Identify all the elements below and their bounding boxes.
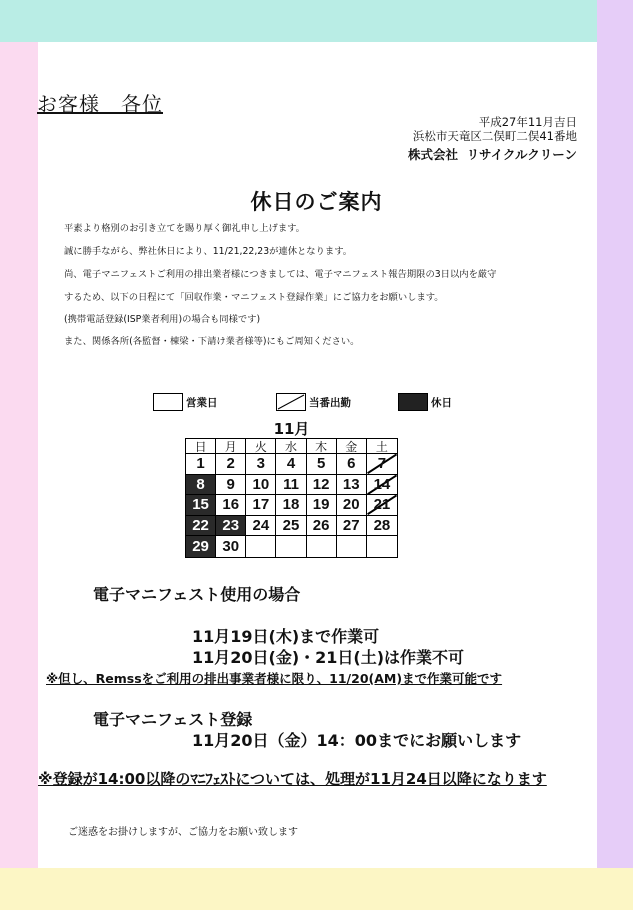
calendar-day-cell [216, 516, 246, 537]
calendar-day-cell [216, 454, 246, 475]
calendar-day-cell [367, 454, 397, 475]
issue-date: 平成27年11月吉日 [478, 115, 577, 129]
calendar-month-title: 11月 [273, 420, 310, 438]
legend-duty-day [276, 393, 351, 411]
calendar-day-number: 23 [222, 517, 240, 535]
calendar-day-cell [186, 536, 216, 557]
calendar-day-cell [186, 475, 216, 496]
emanifest-use-heading: 電子マニフェスト使用の場合 [93, 585, 301, 604]
legend-swatch-filled [398, 393, 428, 411]
calendar-day-cell [276, 454, 306, 475]
calendar-day-number: 24 [252, 517, 270, 535]
notice-title: 休日のご案内 [250, 190, 383, 214]
calendar-day-number: 13 [342, 475, 360, 493]
calendar-weekday-header: 木 [307, 439, 337, 454]
calendar-day-cell [307, 495, 337, 516]
addressee-heading: お客様 各位 [37, 92, 163, 116]
emanifest-work-allowed-line: 11月19日(木)まで作業可 [192, 627, 380, 646]
calendar-day-cell [367, 495, 397, 516]
notice-paragraph: (携帯電話登録(ISP業者利用)の場合も同様です) [64, 314, 261, 325]
calendar-day-number: 27 [342, 517, 360, 535]
calendar-day-number: 25 [282, 517, 300, 535]
calendar-day-number: 11 [283, 475, 299, 493]
calendar-day-cell [337, 495, 367, 516]
notice-paragraph: また、関係各所(各監督・棟梁・下請け業者様等)にもご周知ください。 [64, 336, 360, 347]
calendar-day-number: 6 [347, 455, 356, 473]
legend-label: 営業日 [186, 396, 218, 409]
calendar-day-cell [246, 495, 276, 516]
calendar-day-number: 5 [316, 455, 326, 473]
calendar-day-number: 17 [252, 496, 270, 514]
calendar-day-cell [276, 516, 306, 537]
calendar-day-cell [276, 495, 306, 516]
notice-paragraph: 平素より格別のお引き立てを賜り厚く御礼申し上げます。 [64, 223, 305, 234]
calendar-day-number: 18 [282, 496, 300, 514]
calendar-day-number: 7 [377, 455, 387, 473]
company-name: 株式会社 リサイクルクリーン [408, 147, 577, 162]
calendar-empty-cell [367, 536, 397, 557]
calendar-weekday-header: 月 [216, 439, 246, 454]
calendar-day-number: 16 [222, 496, 240, 514]
calendar-empty-cell [307, 536, 337, 557]
calendar-day-cell [186, 516, 216, 537]
calendar-day-cell [186, 495, 216, 516]
emanifest-registration-heading: 電子マニフェスト登録 [93, 710, 253, 729]
calendar-weekday-header: 火 [246, 439, 276, 454]
legend-label: 休日 [431, 396, 452, 409]
calendar-day-number: 3 [256, 455, 266, 473]
calendar-day-number: 14 [373, 475, 391, 493]
calendar-day-cell [337, 475, 367, 496]
calendar-day-number: 29 [192, 538, 209, 556]
bottom-color-band [0, 868, 633, 910]
calendar-day-cell [307, 454, 337, 475]
notice-paragraph: 誠に勝手ながら、弊社休日により、11/21,22,23が連休となります。 [64, 246, 353, 257]
calendar-day-number: 28 [373, 517, 391, 535]
calendar-day-cell [307, 475, 337, 496]
legend-swatch-empty [153, 393, 183, 411]
notice-paragraph: するため、以下の日程にて「回収作業・マニフェスト登録作業」にご協力をお願いします。 [64, 292, 444, 303]
calendar-grid [185, 438, 398, 558]
calendar-empty-cell [337, 536, 367, 557]
calendar-day-number: 9 [226, 475, 235, 493]
calendar-day-number: 30 [222, 538, 240, 556]
legend-label: 当番出勤 [309, 396, 351, 409]
calendar-weekday-header: 日 [186, 439, 216, 454]
legend-swatch-slash [276, 393, 306, 411]
company-address: 浜松市天竜区二俣町二俣41番地 [412, 129, 577, 143]
calendar-day-number: 8 [196, 475, 205, 493]
calendar-day-number: 15 [192, 496, 209, 514]
calendar-day-number: 22 [192, 517, 209, 535]
calendar-day-cell [337, 516, 367, 537]
calendar-day-number: 10 [252, 475, 270, 493]
calendar-day-cell [337, 454, 367, 475]
calendar-day-cell [186, 454, 216, 475]
calendar-weekday-header: 水 [276, 439, 306, 454]
closing-message: ご迷惑をお掛けしますが、ご協力をお願い致します [68, 827, 298, 838]
calendar-empty-cell [246, 536, 276, 557]
calendar-day-number: 12 [312, 475, 330, 493]
calendar-day-cell [307, 516, 337, 537]
registration-deadline-line: 11月20日（金）14：00までにお願いします [192, 731, 522, 750]
calendar-day-cell [216, 495, 246, 516]
calendar-empty-cell [276, 536, 306, 557]
remss-note: ※但し、Remssをご利用の排出事業者様に限り、11/20(AM)まで作業可能です [46, 671, 503, 686]
calendar-day-cell [367, 475, 397, 496]
calendar-day-cell [246, 475, 276, 496]
calendar-day-cell [216, 536, 246, 557]
calendar-day-cell [276, 475, 306, 496]
calendar-weekday-header: 金 [337, 439, 367, 454]
calendar-day-number: 2 [226, 455, 235, 473]
legend-holiday [398, 393, 452, 411]
right-color-band [597, 0, 633, 868]
calendar-day-number: 21 [373, 496, 391, 514]
calendar-day-cell [367, 516, 397, 537]
calendar-day-number: 20 [342, 496, 360, 514]
calendar-day-cell [246, 454, 276, 475]
calendar-day-cell [246, 516, 276, 537]
calendar-weekday-header: 土 [367, 439, 397, 454]
calendar-day-cell [216, 475, 246, 496]
legend-business-day [153, 393, 218, 411]
left-color-band [0, 42, 38, 868]
top-color-band [0, 0, 633, 42]
calendar-day-number: 4 [286, 455, 296, 473]
calendar-day-number: 1 [196, 455, 205, 473]
calendar-day-number: 26 [312, 517, 330, 535]
calendar-day-number: 19 [312, 496, 330, 514]
notice-paragraph: 尚、電子マニフェストご利用の排出業者様につきましては、電子マニフェスト報告期限の3日以内を厳守 [64, 269, 497, 280]
registration-processing-note: ※登録が14:00以降のﾏﾆﾌｪｽﾄについては、処理が11月24日以降になります [38, 770, 547, 788]
emanifest-work-not-allowed-line: 11月20日(金)・21日(土)は作業不可 [192, 648, 465, 667]
